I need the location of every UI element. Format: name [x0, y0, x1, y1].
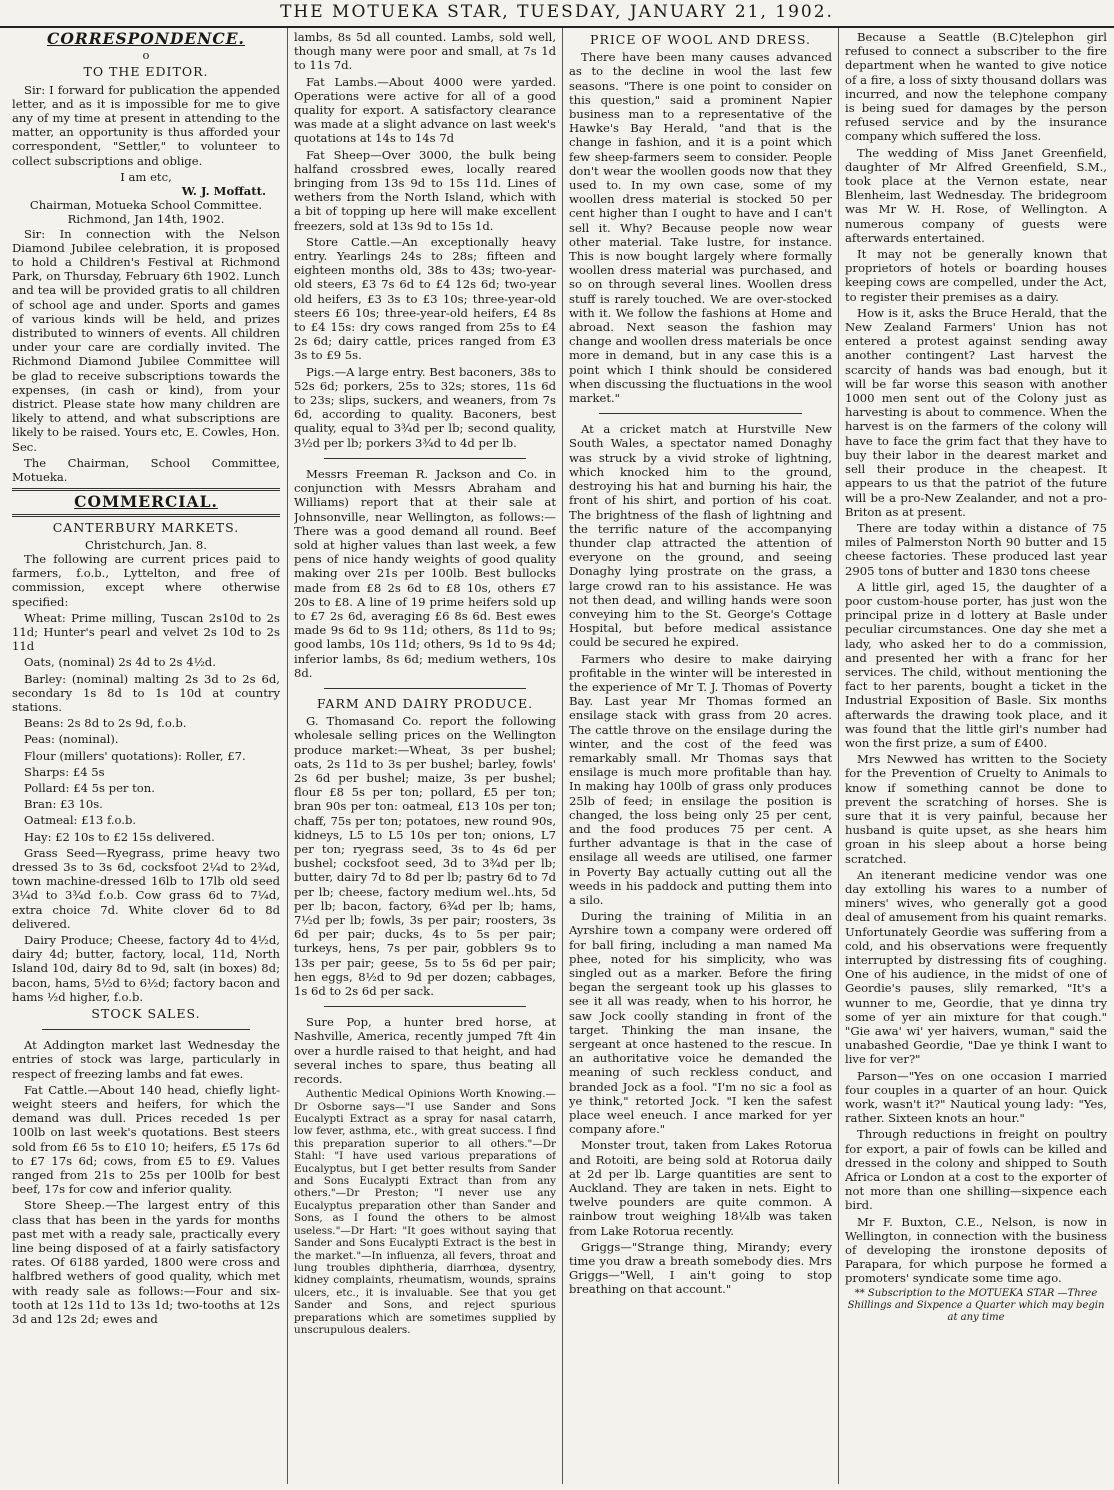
buxton: Mr F. Buxton, C.E., Nelson, is now in Wellington, in connection with the business of developing the ironstone deposits of Parapara, for which purpose he formed a promoters' syndicate some time ago.: [845, 1214, 1107, 1286]
market-item: Bran: £3 10s.: [24, 797, 103, 812]
dateline: Christchurch, Jan. 8.: [85, 537, 207, 552]
market-item: Dairy Produce; Cheese, factory 4d to 4½d, dairy 4d; butter, factory, local, 11d, North Island 10d, dairy 8d to 9d, salt (in boxes) 8d; bacon, hams, 5½d to 6½d; factory bacon and hams ½d higher, f.o.b.: [12, 932, 280, 1004]
dairy-act: It may not be generally known that proprietors of hotels or boarding houses keeping cows are compelled, under the Act, to register their premises as a dairy.: [845, 247, 1107, 304]
masthead: THE MOTUEKA STAR, TUESDAY, JANUARY 21, 1902.: [0, 0, 1114, 28]
correspondence-heading: CORRESPONDENCE.: [47, 30, 245, 48]
section-rule: [324, 688, 526, 689]
column-3: [569, 30, 832, 1482]
market-item: Beans: 2s 8d to 2s 9d, f.o.b.: [24, 716, 187, 731]
stock-heading: STOCK SALES.: [91, 1006, 201, 1021]
fat-sheep: Fat Sheep—Over 3000, the bulk being halfand crossbred ewes, locally reared bringing from 13s 9d to 15s 11d. Lines of wethers from the North Island, which with a bit of topping up here will make excellent freezers, sold at 13s 9d to 15s 1d.: [294, 147, 556, 233]
market-item: Oats, (nominal) 2s 4d to 2s 4½d.: [24, 655, 216, 670]
newwed: Mrs Newwed has written to the Society for the Prevention of Cruelty to Animals to know if something cannot be done to prevent the scratching of horses. She is sure that it is very painful, because her husband is quite upset, as she hears him groan in his sleep about a horse being scratched.: [845, 752, 1107, 866]
section-rule: [42, 1029, 250, 1030]
section-rule: [599, 413, 802, 414]
markets-intro: The following are current prices paid to farmers, f.o.b., Lyttelton, and free of commission, except where otherwise specified:: [12, 551, 280, 609]
parson: Parson—"Yes on one occasion I married four couples in a quarter of an hour. Quick work, wasn't it?" Nautical young lady: "Yes, rather. Sixteen knots an hour.": [845, 1068, 1107, 1126]
commercial-heading: COMMERCIAL.: [74, 492, 218, 512]
column-2: [294, 30, 556, 1482]
medical-advert: Authentic Medical Opinions Worth Knowing.—Dr Osborne says—"I use Sander and Sons Eucalypti Extract as a spray for nasal catarrh, low fever, asthma, etc., with great success. I find this preparation superior to all others."—Dr Stahl: "I have used various preparations of Eucalyptus, but I get better results from Sander and Sons Eucalypti Extract than from any others."—Dr Preston; "I never use any Eucalyptus preparation other than Sander and Sons, as I found the others to be almost useless."—Dr Hart: "It goes without saying that Sander and Sons Eucalypti Extract is the best in the market."—In influenza, all fevers, throat and lung troubles diphtheria, diarrhœa, dysentry, kidney complaints, rheumatism, wounds, sprains ulcers, etc., it is invaluable. See that you get Sander and Sons, and reject spurious preparations which are sometimes supplied by unscrupulous dealers.: [294, 1088, 556, 1336]
basle-lottery: A little girl, aged 15, the daughter of a poor custom-house porter, has just won the principal prize in d lottery at Basle under peculiar circumstances. One day she met a lady, who asked her to do a commission, and presented her with a franc for her services. The child, without mentioning the fact to her parents, bought a ticket in the Industrial Exposition of Basle. Six months afterwards the drawing took place, and it was found that the little girl's number had won the first prize, a sum of £400.: [845, 579, 1107, 750]
subscription-note: ** Subscription to the MOTUEKA STAR —Three Shillings and Sixpence a Quarter which may begin at any time: [847, 1287, 1105, 1323]
palmerston: There are today within a distance of 75 miles of Palmerston North 90 butter and 15 cheese factories. These produced last year 2905 tons of butter and 1830 tons cheese: [845, 520, 1107, 578]
ensilage: Farmers who desire to make dairying profitable in the winter will be interested in the experience of Mr T. J. Thomas of Poverty Bay. Last year Mr Thomas formed an ensilage stack with grass from 20 acres. The cattle throve on the ensilage during the winter, and the cost of the feed was remarkably small. Mr Thomas says that ensilage is much more profitable than hay. In making hay 100lb of grass only produces 25lb of feed; in ensilage the position is changed, the loss being only 25 per cent, and the food produces 75 per cent. A further advantage is that in the case of ensilage all weeds are utilised, one farmer in Poverty Bay actually cutting out all the weeds in his paddock and putting them into a silo.: [569, 651, 832, 907]
griggs: Griggs—"Strange thing, Mirandy; every time you draw a breath somebody dies. Mrs Griggs—"Well, I ain't going to stop breathing on that account.": [569, 1239, 832, 1297]
market-item: Pollard: £4 5s per ton.: [24, 780, 155, 795]
wool-article: There have been many causes advanced as to the decline in wool the last few seasons. "There is one point to consider on this question," said a prominent Napier business man to a representative of the Hawke's Bay Herald, "and that is the change in fashion, and it is a point which few sheep-farmers seem to consider. People don't wear the woollen goods now that they used to. In my own case, some of my woollen dress material is stocked 50 per cent higher than I ought to have and I can't sell it. Why? Because people now wear other material. Take lustre, for instance. This is now bought largely where formally woollen dress material was purchased, and so on through several lines. Woollen dress stuff is rarely touched. We are over-stocked with it. We follow the fashions at Home and abroad. Next season the fashion may change and woollen dress materials be once more in demand, but in any case this is a point which I think should be considered when discussing the fluctuations in the wool market.": [569, 50, 832, 406]
store-cattle: Store Cattle.—An exceptionally heavy entry. Yearlings 24s to 28s; fifteen and eighteen months old, 38s to 43s; two-year-old steers, £3 7s 6d to £4 12s 6d; two-year old heifers, £3 3s to £3 10s; three-year-old steers £6 10s; three-year-old heifers, £4 8s to £4 15s: dry cows ranged from 25s to £4 2s 6d; dairy cattle, prices ranged from £3 3s to £9 5s.: [294, 234, 556, 363]
letter-moffatt: Sir: I forward for publication the appended letter, and as it is impossible for me to give any of my time at present in attending to the matter, an opportunity is thus afforded your correspondent, "Settler," to volunteer to collect subscriptions and oblige.: [12, 82, 280, 168]
wool-heading: PRICE OF WOOL AND DRESS.: [590, 32, 811, 47]
dateline: Richmond, Jan 14th, 1902.: [67, 212, 225, 227]
section-rule: [12, 488, 280, 491]
pigs: Pigs.—A large entry. Best baconers, 38s to 52s 6d; porkers, 25s to 32s; stores, 11s 6d to 23s; slips, suckers, and weaners, from 7s 6d, according to quality. Baconers, best quality, equal to 3¾d per lb; second quality, 3½d per lb; porkers 3¾d to 4d per lb.: [294, 364, 556, 450]
signer-title: Chairman, Motueka School Committee.: [29, 198, 263, 213]
market-item: Peas: (nominal).: [24, 732, 119, 747]
store-sheep: Store Sheep.—The largest entry of this class that has been in the yards for months past met with a ready sale, practically every line being disposed of at a fairly satisfactory rates. Of 6188 yarded, 1800 were cross and halfbred wethers of good quality, which met with ready sale as follows:—Four and six-tooth at 12s 11d to 13s 1d; two-tooths at 12s 3d and 12s 2d; ewes and: [12, 1198, 280, 1327]
signature: W. J. Moffatt.: [181, 184, 266, 199]
wedding: The wedding of Miss Janet Greenfield, daughter of Mr Alfred Greenfield, S.M., took place at the Vernon estate, near Blenheim, last Wednesday. The bridegroom was Mr W. H. Rose, of Wellington. A numerous company of guests were afterwards entertained.: [845, 145, 1107, 245]
section-rule: [12, 514, 280, 517]
column-1: [12, 30, 280, 1482]
market-item: Flour (millers' quotations): Roller, £7.: [24, 748, 246, 763]
fat-cattle: Fat Cattle.—About 140 head, chiefly light-weight steers and heifers, for which the demand was dull. Prices receded 1s per 100lb on last week's quotations. Best steers sold from £6 5s to £10 10; heifers, £5 17s 6d to £7 17s 6d; cows, from £5 to £9. Values ranged from 21s to 25s per 100lb for best beef, 17s for cow and inferior quality.: [12, 1082, 280, 1197]
sure-pop: Sure Pop, a hunter bred horse, at Nashville, America, recently jumped 7ft 4in over a hurdle raised to that height, and had several inches to spare, thus beating all records.: [294, 1015, 556, 1087]
to-editor-heading: TO THE EDITOR.: [83, 64, 209, 80]
trout: Monster trout, taken from Lakes Rotorua and Rotoiti, are being sold at Rotorua daily at 2d per lb. Large quantities are sent to Auckland. They are taken in nets. Eight to twelve pounders are quite common. A rainbow trout weighing 18¼lb was taken from Lake Rotorua recently.: [569, 1138, 832, 1238]
letter-address: The Chairman, School Committee, Motueka.: [12, 455, 280, 485]
jackson-report: Messrs Freeman R. Jackson and Co. in conjunction with Messrs Abraham and Williams) report that at their sale at Johnsonville, near Wellington, as follows:—There was a good demand all round. Beef sold at higher values than last week, a few pens of nice handy weights of good quality making over 21s per 100lb. Best bullocks made from £8 2s 6d to £8 10s, others £7 20s to £8. A line of 19 prime heifers sold up to £7 2s 6d, averaging £6 8s 6d. Best ewes made 9s 6d to 9s 11d; others, 8s 11d to 9s; good lambs, 10s 11d; others, 9s 1d to 9s 4d; inferior lambs, 8s 6d; medium wethers, 10s 8d.: [294, 466, 556, 680]
seattle: Because a Seattle (B.C)telephon girl refused to connect a subscriber to the fire department when he wanted to give notice of a fire, a loss of sixty thousand dollars was incurred, and now the telephone company is being sued for damages by the person refused service and by the insurance company which suffered the loss.: [845, 30, 1107, 144]
geordie: An itenerant medicine vendor was one day extolling his wares to a number of miners' wives, who generally got a good deal of amusement from his quaint remarks. Unfortunately Geordie was suffering from a cold, and his observations were frequently interrupted by distressing fits of coughing. One of his audience, in the midst of one of Geordie's pauses, slily remarked, "It's a wunner to me, Geordie, that ye dinna try some of yer ain mixture for that cough." "Gie awa' wi' yer haivers, wuman," said the unabashed Geordie, "Dae ye think I want to live for ver?": [845, 867, 1107, 1067]
canterbury-heading: CANTERBURY MARKETS.: [52, 519, 240, 535]
market-item: Wheat: Prime milling, Tuscan 2s10d to 2s 11d; Hunter's pearl and velvet 2s 10d to 2s 11d: [12, 610, 280, 654]
cricket-lightning: At a cricket match at Hurstville New South Wales, a spectator named Donaghy was struck by a vivid stroke of lightning, which knocked him to the ground, destroying his hat and burning his hair, the front of his shirt, and portion of his coat. The brightness of the flash of lightning and the terrific nature of the accompanying thunder clap attracted the attention of everyone on the ground, and seeing Donaghy lying prostrate on the grass, a large crowd ran to his assistance. He was not then dead, and willing hands were soon conveying him to the St. George's Cottage Hospital, but before medical assistance could be secured he expired.: [569, 422, 832, 650]
market-item: Sharps: £4 5s: [24, 764, 105, 779]
market-item: Oatmeal: £13 f.o.b.: [24, 813, 137, 828]
column-rule: [838, 28, 839, 1484]
section-rule: [324, 458, 526, 459]
freight: Through reductions in freight on poultry for export, a pair of fowls can be killed and dressed in the colony and shipped to South Africa or London at a cost to the exporter of not more than one shilling—sixpence each bird.: [845, 1127, 1107, 1213]
fat-lambs: Fat Lambs.—About 4000 were yarded. Operations were active for all of a good quality for export. A satisfactory clearance was made at a slight advance on last week's quotations at 14s to 14s 7d: [294, 74, 556, 146]
market-item: Grass Seed—Ryegrass, prime heavy two dressed 3s to 3s 6d, cocksfoot 2¼d to 2¾d, town machine-dressed 16lb to 17lb old seed 3¼d to 3¾d f.o.b. Cow grass 6d to 7¼d, extra choice 7d. White clover 6d to 8d delivered.: [12, 845, 280, 931]
market-item: Hay: £2 10s to £2 15s delivered.: [24, 829, 215, 844]
divider-mark: o: [142, 48, 150, 63]
militia: During the training of Militia in an Ayrshire town a company were ordered off for ball firing, including a man named Ma phee, noted for his simplicity, who was singled out as a marker. Before the firing began the sergeant took up his glasses to see it all was ready, when to his horror, he saw Jock coolly standing in front of the target. Thinking the man insane, the sergeant at once hastened to the rescue. In an authoritative voice he demanded the meaning of such reckless conduct, and branded Jock as a fool. "I'm no sic a fool as ye think," retorted Jock. "I ken the safest place weel eneuch. I ance marked for yer company afore.": [569, 909, 832, 1137]
bruce-herald: How is it, asks the Bruce Herald, that the New Zealand Farmers' Union has not entered a protest against sending away another contingent? Last harvest the scarcity of hands was bad enough, but it will be far worse this season with another 1000 men sent out of the Colony just as harvesting is about to commence. When the harvest is on the farmers of the colony will have to face the grim fact that they have to buy their labor in the dearest market and sell their produce in the cheapest. It appears to us that the patriot of the future will be a pro-New Zealander, and not a pro-Briton as at present.: [845, 305, 1107, 519]
column-rule: [562, 28, 563, 1484]
closing: I am etc,: [120, 169, 172, 184]
stock-continued: lambs, 8s 5d all counted. Lambs, sold well, though many were poor and small, at 7s 1d to 11s 7d.: [294, 30, 556, 73]
stock-intro: At Addington market last Wednesday the entries of stock was large, particularly in respect of freezing lambs and fat ewes.: [12, 1038, 280, 1081]
column-rule: [287, 28, 288, 1484]
section-rule: [324, 1006, 526, 1007]
farm-dairy-heading: FARM AND DAIRY PRODUCE.: [316, 695, 534, 711]
letter-jubilee: Sir: In connection with the Nelson Diamond Jubilee celebration, it is proposed to hold a Children's Festival at Richmond Park, on Thursday, February 6th 1902. Lunch and tea will be provided gratis to all children of school age and under. Sports and games of various kinds will be held, and prizes distributed to winners of events. All children under your care are cordially invited. The Richmond Diamond Jubilee Committee will be glad to receive subscriptions towards the expenses, (in cash or kind), from your district. Please state how many children are likely to attend, and what subscriptions are likely to be raised. Yours etc, E. Cowles, Hon. Sec.: [12, 226, 280, 454]
markets-list: [12, 611, 280, 1004]
market-item: Barley: (nominal) malting 2s 3d to 2s 6d, secondary 1s 8d to 1s 10d at country stations.: [12, 671, 280, 714]
column-4: [845, 30, 1107, 1482]
farm-prices: G. Thomasand Co. report the following wholesale selling prices on the Wellington produce market:—Wheat, 3s per bushel; oats, 2s 11d to 3s per bushel; barley, fowls' 2s 6d per bushel; maize, 3s per bushel; flour £8 5s per ton; pollard, £5 per ton; bran 90s per ton: oatmeal, £13 10s per ton; chaff, 75s per ton; potatoes, new round 90s, kidneys, L5 to L5 10s per ton; onions, L7 per ton; ryegrass seed, 3s to 4s 6d per bushel; cocksfoot seed, 3d to 3¾d per lb; butter, dairy 7d to 8d per lb; pastry 6d to 7d per lb; cheese, factory medium wel..hts, 5d per lb; bacon, factory, 6¾d per lb; hams, 7½d per lb; fowls, 3s per pair; roosters, 3s 6d per pair; ducks, 4s to 5s per pair; turkeys, hens, 7s per pair, gobblers 9s to 13s per pair; geese, 5s to 5s 6d per pair; hen eggs, 8½d to 9d per dozen; cabbages, 1s 6d to 2s 6d per sack.: [294, 714, 556, 998]
